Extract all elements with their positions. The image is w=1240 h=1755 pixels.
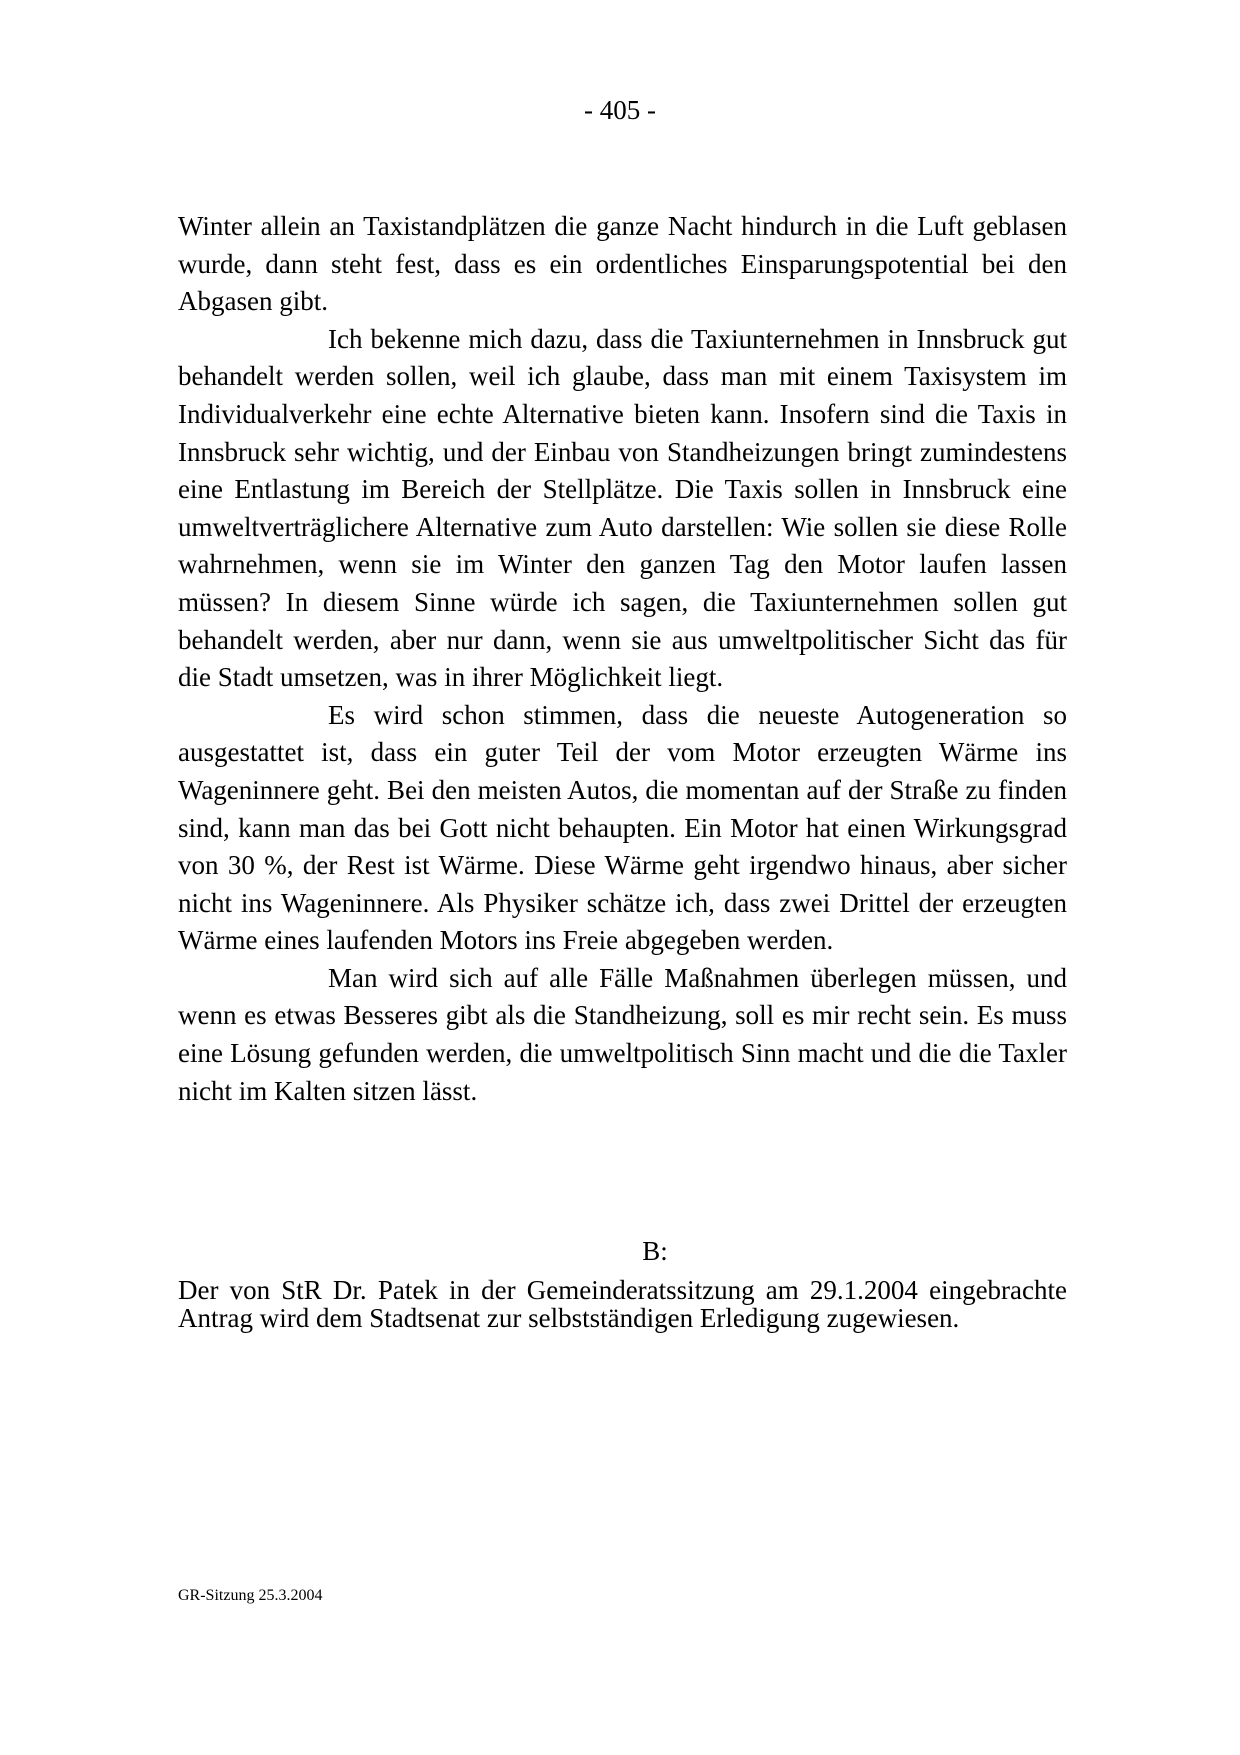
- paragraph-engine-heat: Es wird schon stimmen, dass die neueste Autogeneration so ausgestattet ist, dass ein guter Teil der vom Motor erzeugten Wärme ins Wageninnere geht. Bei den meisten Autos, die momentan auf der Straße zu finden sind, kann man das bei Gott nicht behaupten. Ein Motor hat einen Wirkungsgrad von 30 %, der Rest ist Wärme. Diese Wärme geht irgendwo hinaus, aber sicher nicht ins Wageninnere. Als Physiker schätze ich, dass zwei Drittel der erzeugten Wärme eines laufenden Motors ins Freie abgegeben werden.: [178, 699, 1067, 956]
- footer-session-date: GR-Sitzung 25.3.2004: [178, 1587, 323, 1604]
- resolution-text: Der von StR Dr. Patek in der Gemeinderatssitzung am 29.1.2004 eingebrachte Antrag wird dem Stadtsenat zur selbstständigen Erledigung zugewiesen.: [178, 1275, 1067, 1333]
- body-text: [178, 208, 1067, 1110]
- paragraph-taxi-companies: Ich bekenne mich dazu, dass die Taxiunternehmen in Innsbruck gut behandelt werden sollen, weil ich glaube, dass man mit einem Taxisystem im Individualverkehr eine echte Alternative bieten kann. Insofern sind die Taxis in Innsbruck sehr wichtig, und der Einbau von Standheizungen bringt zumindestens eine Entlastung im Bereich der Stellplätze. Die Taxis sollen in Innsbruck eine umweltverträglichere Alternative zum Auto darstellen: Wie sollen sie diese Rolle wahrnehmen, wenn sie im Winter den ganzen Tag den Motor laufen lassen müssen? In diesem Sinne würde ich sagen, die Taxiunternehmen sollen gut behandelt werden, aber nur dann, wenn sie aus umweltpolitischer Sicht das für die Stadt umsetzen, was in ihrer Möglichkeit liegt.: [178, 323, 1067, 693]
- paragraph-measures: Man wird sich auf alle Fälle Maßnahmen überlegen müssen, und wenn es etwas Besseres gibt als die Standheizung, soll es mir recht sein. Es muss eine Lösung gefunden werden, die umweltpolitisch Sinn macht und die die Taxler nicht im Kalten sitzen lässt.: [178, 962, 1067, 1106]
- section-label: B:: [642, 1236, 668, 1266]
- paragraph-continuation: Winter allein an Taxistandplätzen die ganze Nacht hindurch in die Luft geblasen wurde, dann steht fest, dass es ein ordentliches Einsparungspotential bei den Abgasen gibt.: [178, 211, 1067, 317]
- page-number: - 405 -: [584, 95, 656, 125]
